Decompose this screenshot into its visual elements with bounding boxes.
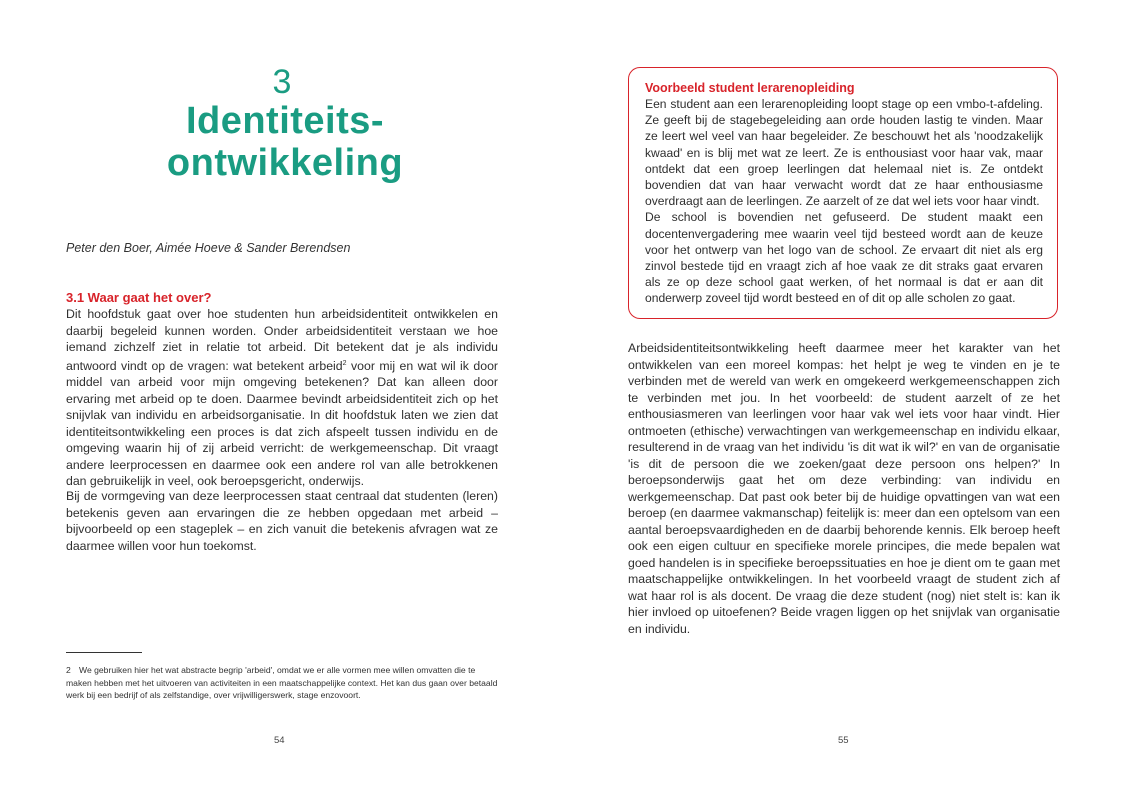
authors: Peter den Boer, Aimée Hoeve & Sander Berendsen: [66, 241, 351, 255]
page-number-right: 55: [838, 735, 849, 746]
footnote-divider: [66, 652, 142, 653]
chapter-number: 3: [272, 63, 292, 101]
page-number-left: 54: [274, 735, 285, 746]
body-paragraph-right: Arbeidsidentiteitsontwikkeling heeft daarmee meer het karakter van het ontwikkelen van een moreel kompas: het helpt je weg te vinden en je te verbinden met de wereld van werk en omgekeerd werkgemeenschappen zich te verbinden met jou. In het voorbeeld: de student aarzelt of ze het enthousiasmeren van leerlingen voor haar vak wel iets voor haar vindt. Hier ontmoeten (ethische) verwachtingen van werkgemeenschap en individu elkaar, resulterend in de vraag van het individu 'is dit wat ik wil?' en van de organisatie 'is dit de persoon die we zoeken/gaat deze persoon ons helpen?' In beroepsonderwijs gaat het om deze verbinding: van individu en werkgemeenschap. Dat past ook beter bij de huidige opvattingen van wat een beroep (en daarmee vakmanschap) feitelijk is: meer dan een optelsom van een aantal beroepsvaardigheden en de daarbij behorende kennis. Elk beroep heeft ook een eigen cultuur en specifieke morele principes, die mede bepalen wat goed handelen is in specifieke beroepssituaties en hoe je dient om te gaan met maatschappelijke ontwikkelingen. In het voorbeeld vraagt de student zich af wat haar rol is als docent. De vraag die deze student (nog) niet stelt is: kan ik hier invloed op uitoefenen? Beide vragen liggen op het snijvlak van organisatie en individu.: [628, 341, 1060, 636]
example-paragraph-2: De school is bovendien net gefuseerd. De student maakt een docentenvergadering mee waarin veel tijd besteed wordt aan de keuze voor het ontwerp van het logo van de school. Ze ervaart dit niet als erg zinvol bestede tijd en vraagt zich af hoe vaak ze dit straks gaat ervaren als ze op deze school gaat werken, of het normaal is dat er aan dit onderwerp zoveel tijd wordt besteed en of dit op alle scholen zo gaat.: [645, 210, 1043, 306]
body-paragraph-2: Bij de vormgeving van deze leerprocessen staat centraal dat studenten (leren) betekenis geven aan ervaringen die ze hebben opgedaan met arbeid – bijvoorbeeld op een stageplek – en zich vanuit die betekenis afvragen wat ze daarmee willen voor hun toekomst.: [66, 489, 498, 553]
section-heading: 3.1 Waar gaat het over?: [66, 290, 212, 305]
footnote-text: We gebruiken hier het wat abstracte begrip 'arbeid', omdat we er alle vormen mee willen omvatten die te maken hebben met het uitvoeren van activiteiten in een maatschappelijke context. Het kan dus gaan over betaald werk bij een bedrijf of als zelfstandige, over vrijwilligerswerk, stage enzovoort.: [66, 665, 498, 700]
example-box: [628, 67, 1058, 319]
footnote-mark: 2: [66, 665, 71, 675]
footnote: [66, 664, 498, 702]
right-page: [562, 0, 1124, 793]
example-title: Voorbeeld student lerarenopleiding: [645, 81, 855, 95]
example-paragraph-1: Een student aan een lerarenopleiding loopt stage op een vmbo-t-afdeling. Ze geeft bij de stagebegeleiding aan orde houden lastig te vinden. Maar ze leert wel veel van haar begeleider. Ze beschouwt het als 'noodzakelijk kwaad' en is blij met wat ze leert. Ze is enthousiast voor haar vak, maar ontdekt dat een groep leerlingen dat helemaal niet is. Ze ontdekt bovendien dat van haar verwacht wordt dat ze haar enthousiasme overdraagt aan de leerlingen. Ze aarzelt of ze dat wel iets voor haar vindt.: [645, 97, 1043, 209]
body-paragraph-1: [66, 306, 498, 490]
chapter-title-line1: Identiteits-: [185, 100, 385, 142]
para1-text-before: Dit hoofdstuk gaat over hoe studenten hun arbeidsidentiteit ontwikkelen en daarbij begeleid kunnen worden. Onder arbeidsidentiteit verstaan we hoe iemand zichzelf ziet in relatie tot arbeid. Dit betekent dat je als individu antwoord vindt op de vragen: wat betekent arbeid: [66, 307, 498, 373]
para1-text-after: voor mij en wat wil ik door middel van arbeid voor mijn omgeving betekenen? Dat kan alleen door ervaring met arbeid op te doen. Daarmee bevindt arbeidsidentiteit zich op het snijvlak van individu en arbeidsorganisatie. In dit hoofdstuk laten we zien dat identiteitsontwikkeling een proces is dat zich afspeelt tussen individu en de omgeving waarin hij of zij arbeid verricht: de werkgemeenschap. Dit vraagt andere leerprocessen en daarmee ook een andere rol van alle betrokkenen dan gebruikelijk in veel, ook beroepsgericht, onderwijs.: [66, 358, 498, 489]
chapter-title-line2: ontwikkeling: [166, 142, 404, 184]
chapter-title: [140, 100, 430, 184]
footnote-reference[interactable]: 2: [342, 359, 347, 367]
